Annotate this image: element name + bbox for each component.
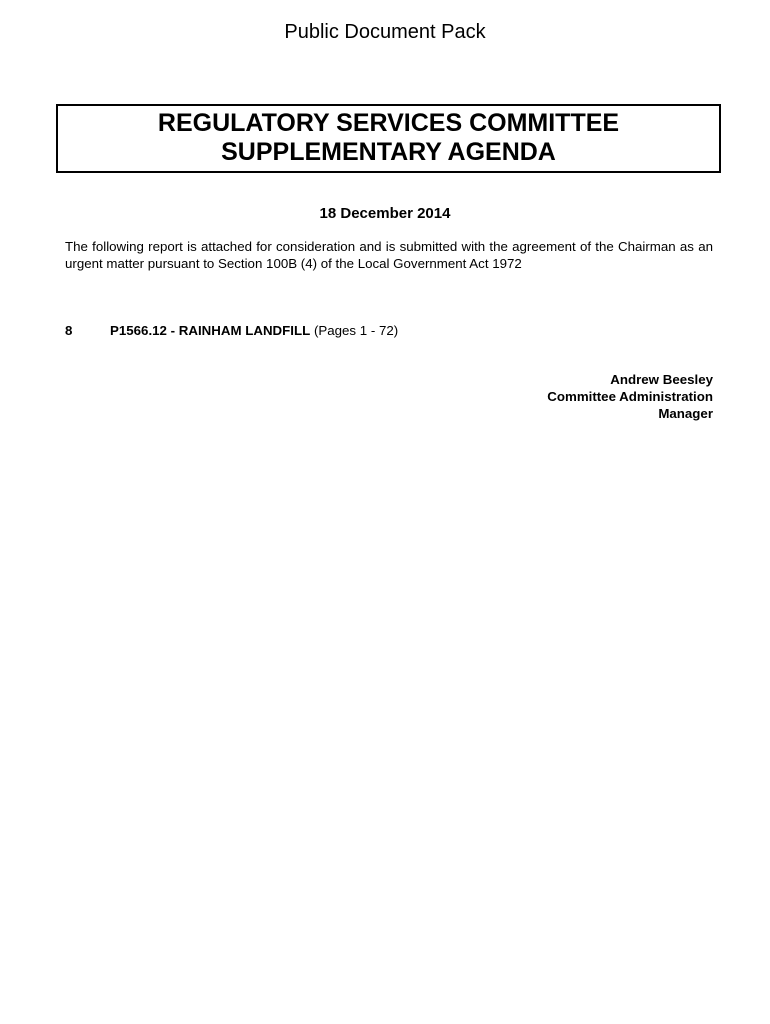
signature-block [547,371,713,422]
public-document-pack-label: Public Document Pack [284,21,486,43]
signatory-role-line2: Manager [658,406,713,421]
signatory-name: Andrew Beesley [610,372,713,387]
agenda-item-pages: (Pages 1 - 72) [313,323,399,338]
meeting-date: 18 December 2014 [319,205,451,222]
agenda-item-content [110,322,398,339]
agenda-item-number: 8 [65,323,73,338]
committee-title-box [56,104,721,173]
agenda-item-title[interactable]: P1566.12 - RAINHAM LANDFILL [110,323,311,338]
agenda-subtitle: SUPPLEMENTARY AGENDA [221,138,556,166]
signatory-role-line1: Committee Administration [547,389,713,404]
committee-title: REGULATORY SERVICES COMMITTEE [157,109,620,137]
intro-paragraph: The following report is attached for consideration and is submitted with the agreement of the Chairman as an urgent matter pursuant to Section 100B (4) of the Local Government Act 1972 [65,239,713,271]
